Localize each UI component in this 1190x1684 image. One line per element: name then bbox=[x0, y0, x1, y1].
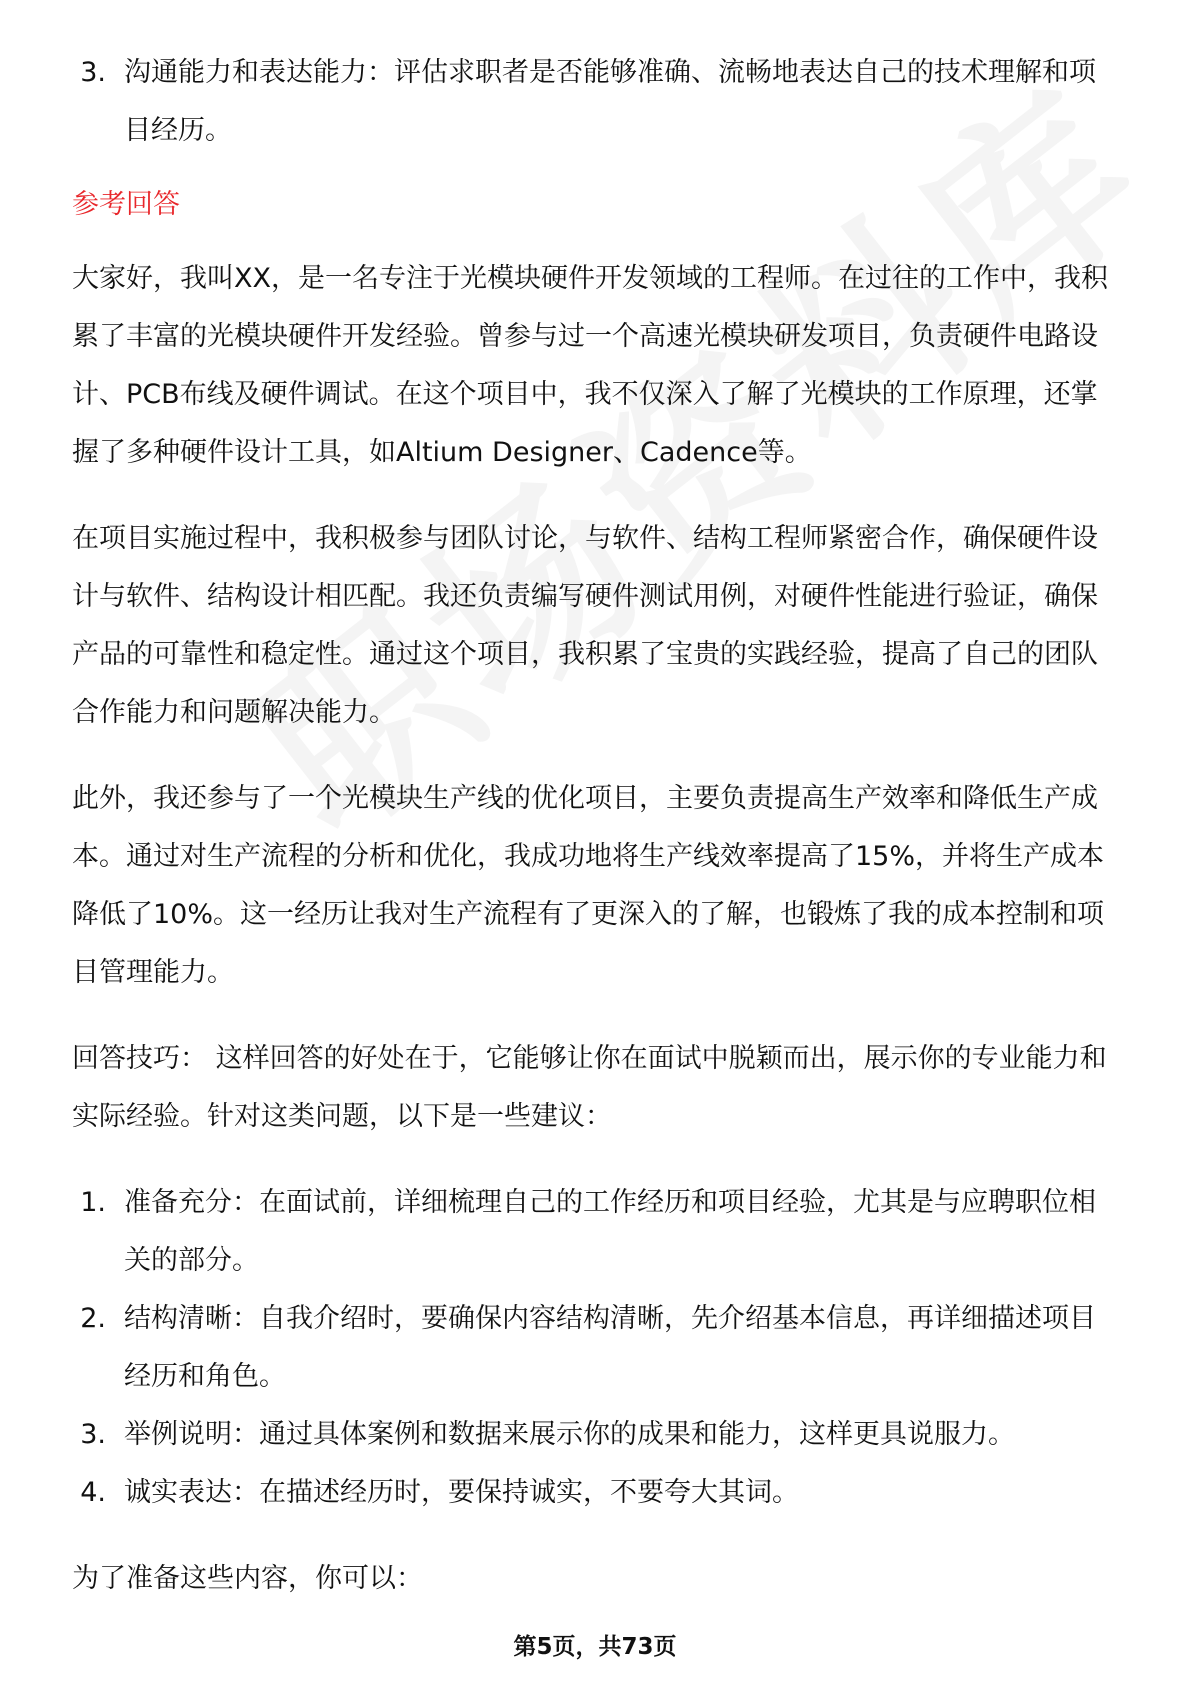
paragraph-optimization: 此外，我还参与了一个光模块生产线的优化项目，主要负责提高生产效率和降低生产成本。通过对生产流程的分析和优化，我成功地将生产线效率提高了15%，并将生产成本降低了10%。这一经历让我对生产流程有了更深入的了解，也锻炼了我的成本控制和项目管理能力。 bbox=[72, 783, 1105, 988]
list-item bbox=[72, 1464, 1122, 1522]
list-text: 沟通能力和表达能力：评估求职者是否能够准确、流畅地表达自己的技术理解和项目经历。 bbox=[124, 57, 1096, 146]
list-text: 准备充分：在面试前，详细梳理自己的工作经历和项目经验，尤其是与应聘职位相关的部分。 bbox=[124, 1187, 1096, 1276]
section-heading: 参考回答 bbox=[72, 189, 180, 220]
page-content bbox=[72, 44, 1122, 1608]
list-number: 2. bbox=[80, 1303, 106, 1334]
list-number: 3. bbox=[80, 1419, 106, 1450]
list-text: 结构清晰：自我介绍时，要确保内容结构清晰，先介绍基本信息，再详细描述项目经历和角色。 bbox=[124, 1303, 1096, 1392]
paragraph-tips-intro: 回答技巧： 这样回答的好处在于，它能够让你在面试中脱颖而出，展示你的专业能力和实际经验。针对这类问题，以下是一些建议： bbox=[72, 1043, 1107, 1132]
list-number: 1. bbox=[80, 1187, 106, 1218]
list-text: 举例说明：通过具体案例和数据来展示你的成果和能力，这样更具说服力。 bbox=[124, 1419, 1015, 1450]
paragraph-closing: 为了准备这些内容，你可以： bbox=[72, 1563, 423, 1594]
page-footer: 第5页，共73页 bbox=[513, 1634, 677, 1660]
list-number: 3. bbox=[80, 57, 106, 88]
list-item bbox=[72, 44, 1122, 160]
list-item bbox=[72, 1406, 1122, 1464]
list-item bbox=[72, 1290, 1122, 1406]
list-item bbox=[72, 1174, 1122, 1290]
list-text: 诚实表达：在描述经历时，要保持诚实，不要夸大其词。 bbox=[124, 1477, 799, 1508]
list-number: 4. bbox=[80, 1477, 106, 1508]
paragraph-teamwork: 在项目实施过程中，我积极参与团队讨论，与软件、结构工程师紧密合作，确保硬件设计与软件、结构设计相匹配。我还负责编写硬件测试用例，对硬件性能进行验证，确保产品的可靠性和稳定性。通过这个项目，我积累了宝贵的实践经验，提高了自己的团队合作能力和问题解决能力。 bbox=[72, 523, 1098, 728]
paragraph-intro: 大家好，我叫XX，是一名专注于光模块硬件开发领域的工程师。在过往的工作中，我积累了丰富的光模块硬件开发经验。曾参与过一个高速光模块研发项目，负责硬件电路设计、PCB布线及硬件调试。在这个项目中，我不仅深入了解了光模块的工作原理，还掌握了多种硬件设计工具，如Altium Designer、Cadence等。 bbox=[72, 263, 1108, 468]
